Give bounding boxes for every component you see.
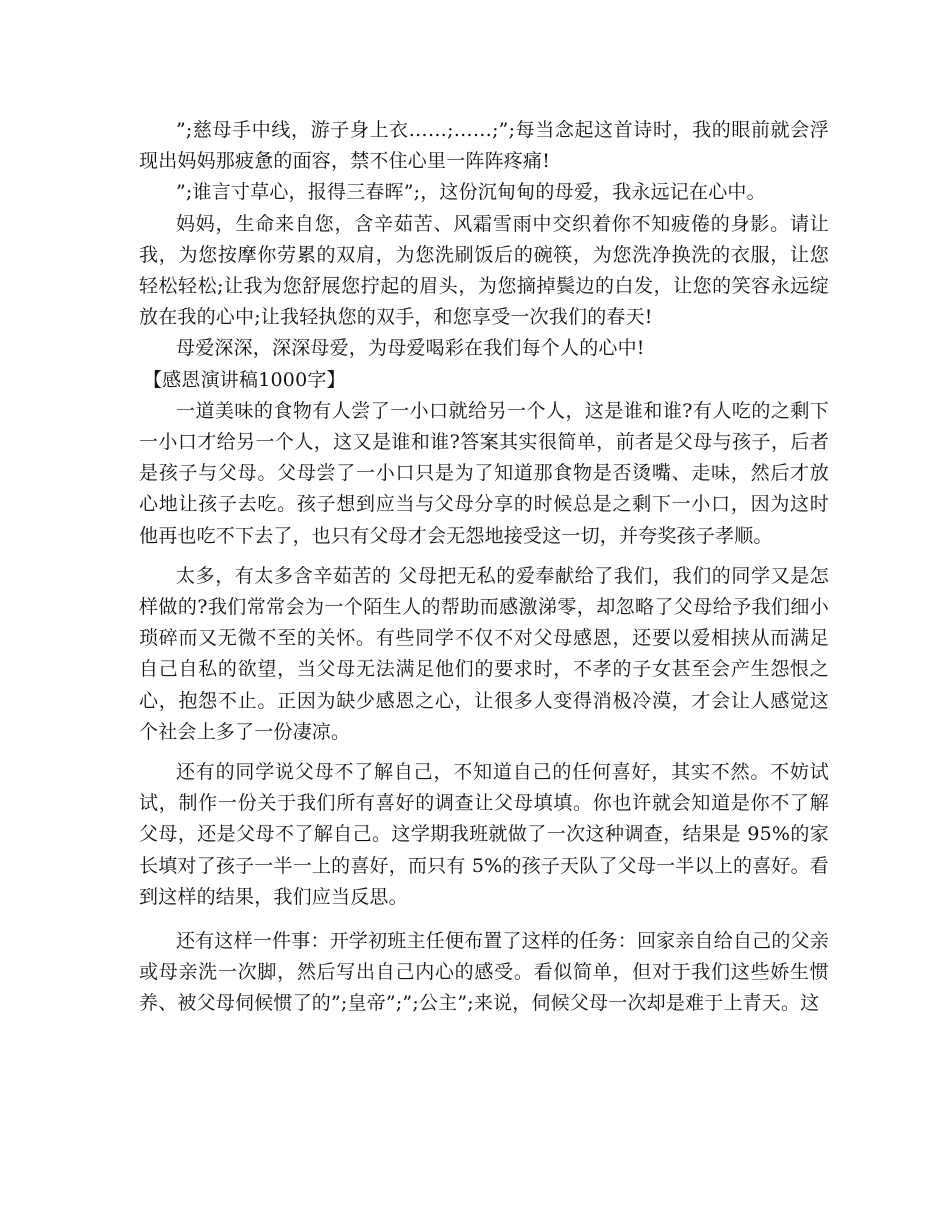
paragraph-wash-feet: 还有这样一件事：开学初班主任便布置了这样的任务：回家亲自给自己的父亲或母亲洗一次脚，然后写出自己内心的感受。看似简单，但对于我们这些娇生惯养、被父母伺候惯了的”;皇帝”;”;公主”;来说，伺候父母一次却是难于上青天。这 (139, 930, 829, 1015)
paragraph-delicious-food: 一道美味的食物有人尝了一小口就给另一个人，这是谁和谁?有人吃的之剩下一小口才给另一个人，这又是谁和谁?答案其实很简单，前者是父母与孩子，后者是孩子与父母。父母尝了一小口只是为了知道那食物是否烫嘴、走味，然后才放心地让孩子去吃。孩子想到应当与父母分享的时候总是之剩下一小口，因为这时他再也吃不下去了，也只有父母才会无怨地接受这一切，并夸奖孩子孝顺。 (139, 399, 829, 547)
paragraph-survey: 还有的同学说父母不了解自己，不知道自己的任何喜好，其实不然。不妨试试，制作一份关于我们所有喜好的调查让父母填填。你也许就会知道是你不了解父母，还是父母不了解自己。这学期我班就做了一次这种调查，结果是 95%的家长填对了孩子一半一上的喜好，而只有 5%的孩子天队了父母一半以上的喜好。看到这样的结果，我们应当反思。 (139, 761, 829, 908)
paragraph-grass-heart: ”;谁言寸草心，报得三春晖”;，这份沉甸甸的母爱，我永远记在心中。 (176, 181, 766, 204)
document-body (139, 115, 829, 1020)
paragraph-poem-quote: ”;慈母手中线，游子身上衣……;……;”;每当念起这首诗时，我的眼前就会浮现出妈妈那疲惫的面容，禁不住心里一阵阵疼痛! (139, 119, 829, 173)
paragraph-mother-love: 母爱深深，深深母爱，为母爱喝彩在我们每个人的心中! (176, 337, 645, 360)
section-heading: 【感恩演讲稿1000字】 (143, 368, 346, 391)
paragraph-mother-life: 妈妈，生命来自您，含辛茹苦、风霜雪雨中交织着你不知疲倦的身影。请让我，为您按摩你劳累的双肩，为您洗刷饭后的碗筷，为您洗净换洗的衣服，让您轻松轻松;让我为您舒展您拧起的眉头，为您摘掉鬓边的白发，让您的笑容永远绽放在我的心中;让我轻执您的双手，和您享受一次我们的春天! (139, 212, 829, 329)
paragraph-too-many-parents: 太多，有太多含辛茹苦的 父母把无私的爱奉献给了我们，我们的同学又是怎样做的?我们常常会为一个陌生人的帮助而感激涕零，却忽略了父母给予我们细小琐碎而又无微不至的关怀。有些同学不仅不对父母感恩，还要以爱相挟从而满足自己自私的欲望，当父母无法满足他们的要求时，不孝的子女甚至会产生怨恨之心，抱怨不止。正因为缺少感恩之心，让很多人变得消极冷漠，才会让人感觉这个社会上多了一份凄凉。 (139, 564, 829, 743)
